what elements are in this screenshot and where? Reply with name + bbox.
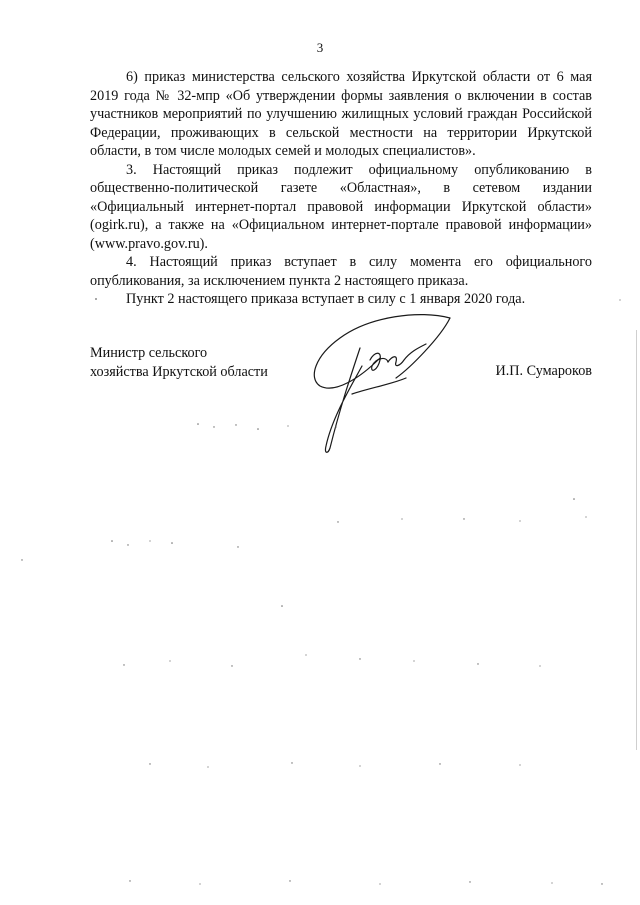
paragraph-item-6: 6) приказ министерства сельского хозяйства Иркутской области от 6 мая 2019 года № 32-мпр «Об утверждении формы заявления о включении в состав участников мероприятий по улучшению жилищных условий граждан Российской Федерации, проживающих в сельской местности на территории Иркутской области, в том числе молодых семей и молодых специалистов». bbox=[90, 69, 592, 159]
document-body bbox=[90, 68, 592, 309]
paragraph-effective-date: Пункт 2 настоящего приказа вступает в силу с 1 января 2020 года. bbox=[126, 291, 526, 307]
signer-position-line-2: хозяйства Иркутской области bbox=[90, 363, 268, 380]
paragraph-item-3: 3. Настоящий приказ подлежит официальному опубликованию в общественно-политической газете «Областная», в сетевом издании «Официальный интернет-портал правовой информации Иркутской области» (ogirk.ru), а также на «Официальном интернет-портале правовой информации» (www.pravo.gov.ru). bbox=[90, 161, 592, 252]
signer-name: И.П. Сумароков bbox=[495, 363, 592, 379]
handwritten-signature bbox=[300, 308, 460, 458]
signer-position bbox=[90, 344, 330, 381]
signer-position-line-1: Министр сельского bbox=[90, 345, 208, 361]
page-number: 3 bbox=[316, 40, 324, 55]
scan-edge-line bbox=[636, 330, 637, 750]
signature-block bbox=[90, 344, 592, 454]
paragraph-item-4: 4. Настоящий приказ вступает в силу момента его официального опубликования, за исключением пункта 2 настоящего приказа. bbox=[90, 254, 592, 289]
